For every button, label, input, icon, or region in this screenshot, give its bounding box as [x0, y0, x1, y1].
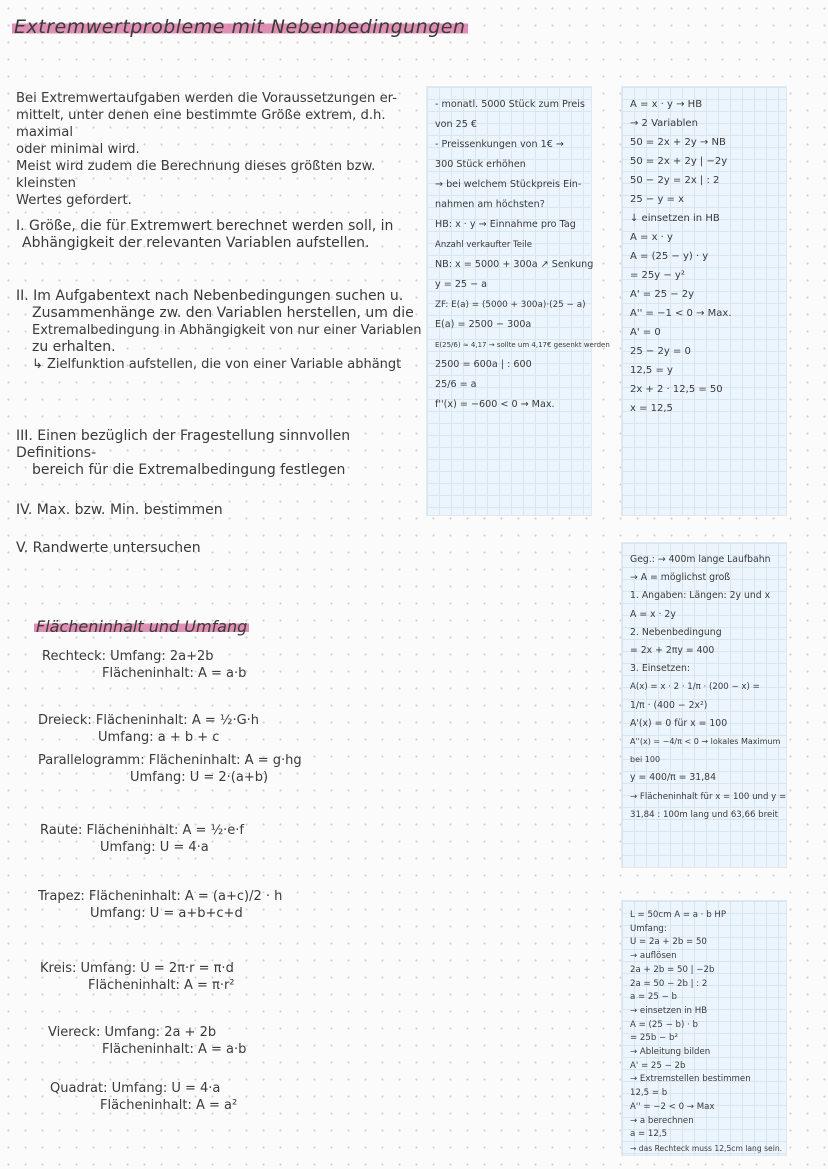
card-line: → 2 Variablen: [630, 118, 698, 129]
formula-line: Kreis: Umfang: U = 2π·r = π·d: [40, 961, 234, 976]
formula-dreieck: [38, 712, 259, 746]
formula-line: Rechteck: Umfang: 2a+2b: [42, 649, 214, 664]
shapes-heading: Flächeninhalt und Umfang: [36, 617, 248, 636]
card-line: von 25 €: [435, 119, 478, 130]
formula-quadrat: [50, 1080, 237, 1114]
step-2-line: ↳ Zielfunktion aufstellen, die von einer Variable abhängt: [32, 357, 402, 372]
step-1: [16, 218, 416, 252]
card-line: 25/6 = a: [435, 379, 477, 390]
card-line: A = (25 − b) · b: [630, 1019, 698, 1030]
card-line: Umfang:: [630, 923, 667, 934]
card-line: A = (25 − y) · y: [630, 251, 709, 262]
card-line: A' = 0: [630, 327, 661, 338]
card-line: ZF: E(a) = (5000 + 300a)·(25 − a): [435, 300, 586, 310]
intro-line: Bei Extremwertaufgaben werden die Voraussetzungen er-: [16, 91, 398, 106]
card-line: E(a) = 2500 − 300a: [435, 319, 532, 330]
formula-line: Flächeninhalt: A = a·b: [102, 666, 247, 681]
step-4: IV. Max. bzw. Min. bestimmen: [16, 502, 223, 518]
page-title: Extremwertprobleme mit Nebenbedingungen: [14, 16, 466, 38]
formula-viereck: [48, 1024, 246, 1058]
card-line: y = 400/π = 31,84: [630, 772, 716, 784]
card-line: a = 12,5: [630, 1129, 668, 1140]
formula-raute: [40, 822, 244, 856]
card-line: 300 Stück erhöhen: [435, 159, 526, 170]
card-line: A'' = −1 < 0 → Max.: [630, 308, 732, 319]
card-line: 1/π · (400 − 2x²): [630, 699, 708, 711]
formula-trapez: [38, 888, 282, 922]
card-line: → Ableitung bilden: [630, 1047, 711, 1058]
card-line: → das Rechteck muss 12,5cm lang sein.: [630, 1143, 783, 1153]
formula-line: Umfang: U = 2·(a+b): [130, 770, 269, 785]
formula-line: Flächeninhalt: A = a·b: [102, 1042, 247, 1057]
card-line: f''(x) = −600 < 0 → Max.: [435, 399, 555, 410]
step-2-line: II. Im Aufgabentext nach Nebenbedingungen suchen u.: [16, 288, 404, 304]
intro-line: Wertes gefordert.: [16, 193, 132, 208]
card-line: A(x) = x · 2 · 1/π · (200 − x) =: [630, 682, 760, 693]
card-line: → auflösen: [630, 951, 677, 962]
formula-line: Umfang: U = 4·a: [100, 840, 209, 855]
formula-line: Dreieck: Flächeninhalt: A = ½·G·h: [38, 713, 260, 728]
card-line: A'' = −2 < 0 → Max: [630, 1101, 715, 1112]
step-3: [16, 428, 426, 479]
card-line: 25 − 2y = 0: [630, 346, 691, 357]
card-line: A' = 25 − 2y: [630, 289, 695, 300]
card-line: = 25b − b²: [630, 1033, 678, 1044]
card-line: → bei welchem Stückpreis Ein-: [435, 179, 582, 190]
example-card-rectangle: [621, 86, 787, 516]
formula-rechteck: [42, 648, 246, 682]
card-line: A = x · y: [630, 232, 673, 243]
step-2-line: zu erhalten.: [32, 339, 116, 355]
step-5: V. Randwerte untersuchen: [16, 540, 201, 556]
card-line: 3. Einsetzen:: [630, 663, 691, 675]
card-line: 2x + 2 · 12,5 = 50: [630, 384, 723, 395]
card-line: = 2x + 2πy = 400: [630, 645, 715, 657]
card-line: L = 50cm A = a · b HP: [630, 910, 727, 920]
card-line: 2a = 50 − 2b | : 2: [630, 978, 708, 989]
card-line: U = 2a + 2b = 50: [630, 937, 707, 948]
formula-line: Umfang: a + b + c: [98, 730, 220, 745]
card-line: 50 = 2x + 2y | −2y: [630, 156, 728, 167]
card-line: ↓ einsetzen in HB: [630, 213, 720, 224]
formula-line: Parallelogramm: Flächeninhalt: A = g·hg: [38, 753, 302, 768]
card-line: A' = 25 − 2b: [630, 1060, 686, 1071]
example-card-length: [621, 900, 787, 1156]
card-line: → Flächeninhalt für x = 100 und y =: [630, 791, 787, 802]
card-line: A = x · 2y: [630, 608, 676, 620]
card-line: 2a + 2b = 50 | −2b: [630, 964, 715, 975]
step-2-line: Zusammenhänge zw. den Variablen herstellen, um die: [32, 305, 414, 321]
card-line: → a berechnen: [630, 1115, 694, 1126]
card-line: A'(x) = 0 für x = 100: [630, 717, 728, 729]
card-line: 31,84 : 100m lang und 63,66 breit: [630, 809, 779, 820]
step-1-line: Abhängigkeit der relevanten Variablen aufstellen.: [22, 235, 370, 251]
card-line: 25 − y = x: [630, 194, 685, 205]
formula-line: Trapez: Flächeninhalt: A = (a+c)/2 · h: [38, 889, 283, 904]
formula-parallelogramm: [38, 752, 302, 786]
intro-paragraph: [16, 90, 416, 209]
formula-line: Quadrat: Umfang: U = 4·a: [50, 1081, 221, 1096]
example-card-prices: [426, 86, 610, 516]
card-line: A = x · y → HB: [630, 99, 703, 110]
step-2-line: Extremalbedingung in Abhängigkeit von nur einer Variablen: [32, 323, 422, 338]
intro-line: Meist wird zudem die Berechnung dieses größten bzw. kleinsten: [16, 159, 376, 191]
card-line: 50 = 2x + 2y → NB: [630, 137, 726, 148]
intro-line: mittelt, unter denen eine bestimmte Größe extrem, d.h. maximal: [16, 108, 386, 140]
card-line: 50 − 2y = 2x | : 2: [630, 175, 720, 186]
card-line: A''(x) = −4/π < 0 → lokales Maximum: [630, 737, 781, 747]
example-card-track: [621, 542, 787, 868]
card-line: - Preissenkungen von 1€ →: [435, 139, 564, 150]
card-line: nahmen am höchsten?: [435, 199, 545, 210]
card-line: → A = möglichst groß: [630, 572, 731, 584]
step-1-line: I. Größe, die für Extremwert berechnet werden soll, in: [16, 218, 394, 234]
card-line: bei 100: [630, 755, 661, 765]
card-line: - monatl. 5000 Stück zum Preis: [435, 99, 585, 110]
formula-line: Flächeninhalt: A = a²: [100, 1098, 238, 1113]
card-line: NB: x = 5000 + 300a ↗ Senkung: [435, 259, 594, 270]
card-line: x = 12,5: [630, 403, 673, 414]
intro-line: oder minimal wird.: [16, 142, 140, 157]
formula-kreis: [40, 960, 235, 994]
card-line: Geg.: → 400m lange Laufbahn: [630, 554, 771, 565]
card-line: 2500 = 600a | : 600: [435, 359, 532, 370]
formula-line: Umfang: U = a+b+c+d: [90, 906, 243, 921]
card-line: E(25/6) ≈ 4,17 → sollte um 4,17€ gesenkt werden: [435, 341, 610, 349]
card-line: y = 25 − a: [435, 279, 488, 290]
card-line: 2. Nebenbedingung: [630, 626, 722, 638]
card-line: a = 25 − b: [630, 992, 677, 1003]
card-line: → Extremstellen bestimmen: [630, 1074, 751, 1085]
card-line: HB: x · y → Einnahme pro Tag: [435, 219, 576, 230]
step-3-line: bereich für die Extremalbedingung festlegen: [32, 462, 346, 478]
formula-line: Viereck: Umfang: 2a + 2b: [48, 1025, 217, 1040]
card-line: 12,5 = y: [630, 365, 673, 376]
card-line: Anzahl verkaufter Teile: [435, 240, 532, 250]
step-3-line: III. Einen bezüglich der Fragestellung sinnvollen Definitions-: [16, 428, 351, 461]
card-line: = 25y − y²: [630, 270, 685, 281]
step-2: [16, 288, 426, 373]
card-line: → einsetzen in HB: [630, 1005, 708, 1016]
card-line: 1. Angaben: Längen: 2y und x: [630, 590, 771, 602]
card-line: 12,5 = b: [630, 1088, 668, 1099]
formula-line: Raute: Flächeninhalt: A = ½·e·f: [40, 823, 245, 838]
formula-line: Flächeninhalt: A = π·r²: [88, 978, 235, 993]
